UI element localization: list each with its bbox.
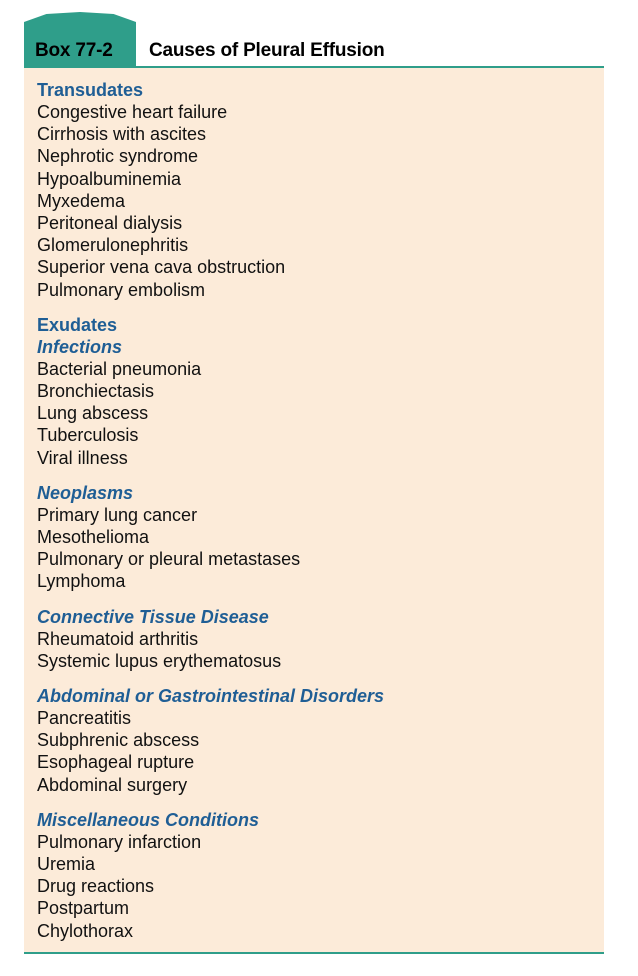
list-item: Mesothelioma	[37, 527, 150, 548]
section	[37, 606, 597, 672]
list-item: Pulmonary embolism	[37, 279, 206, 300]
section	[37, 482, 597, 593]
section-heading: Transudates	[37, 80, 144, 100]
list-item: Subphrenic abscess	[37, 730, 200, 751]
section-heading: Exudates	[37, 314, 118, 335]
section	[37, 685, 597, 796]
list-item: Rheumatoid arthritis	[37, 628, 199, 649]
list-item: Lymphoma	[37, 571, 126, 592]
box-label: Box 77-2	[35, 40, 113, 61]
list-item: Bronchiectasis	[37, 381, 155, 402]
section-subheading: Abdominal or Gastrointestinal Disorders	[37, 686, 385, 707]
causes-list	[37, 79, 597, 955]
list-item: Viral illness	[37, 447, 128, 468]
list-item: Cirrhosis with ascites	[37, 124, 207, 145]
list-item: Superior vena cava obstruction	[37, 257, 286, 278]
list-item: Pulmonary or pleural metastases	[37, 549, 301, 570]
list-item: Nephrotic syndrome	[37, 146, 199, 167]
list-item: Abdominal surgery	[37, 774, 188, 795]
list-item: Systemic lupus erythematosus	[37, 650, 282, 671]
list-item: Primary lung cancer	[37, 504, 198, 525]
section-subheading: Connective Tissue Disease	[37, 606, 269, 627]
section	[37, 314, 597, 469]
list-item: Peritoneal dialysis	[37, 213, 183, 234]
section-subheading: Miscellaneous Conditions	[37, 809, 260, 830]
section	[37, 79, 597, 301]
section-subheading: Neoplasms	[37, 482, 134, 503]
list-item: Myxedema	[37, 190, 126, 211]
list-item: Lung abscess	[37, 403, 149, 424]
list-item: Chylothorax	[37, 920, 134, 941]
list-item: Tuberculosis	[37, 425, 139, 446]
list-item: Esophageal rupture	[37, 752, 195, 773]
list-item: Pulmonary infarction	[37, 831, 202, 852]
list-item: Glomerulonephritis	[37, 235, 189, 256]
section	[37, 809, 597, 942]
list-item: Uremia	[37, 854, 96, 875]
box-title: Causes of Pleural Effusion	[149, 40, 385, 61]
list-item: Bacterial pneumonia	[37, 358, 202, 379]
list-item: Pancreatitis	[37, 708, 132, 729]
list-item: Postpartum	[37, 898, 130, 919]
list-item: Hypoalbuminemia	[37, 168, 182, 189]
list-item: Drug reactions	[37, 876, 155, 897]
list-item: Congestive heart failure	[37, 102, 228, 122]
section-subheading: Infections	[37, 336, 123, 357]
